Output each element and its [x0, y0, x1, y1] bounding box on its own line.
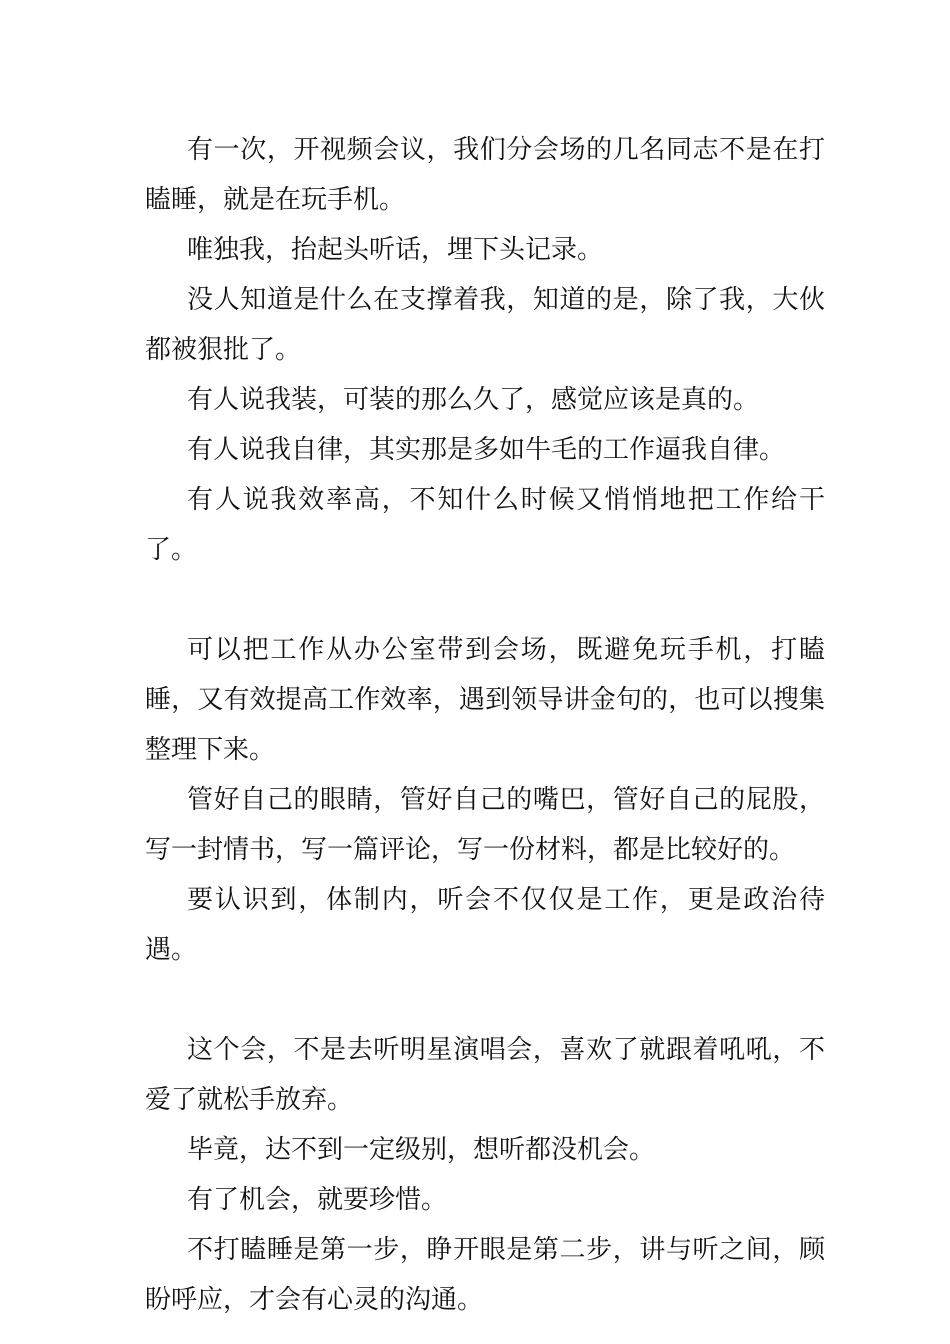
paragraph: 有了机会，就要珍惜。 — [187, 1185, 448, 1215]
paragraph: 要认识到，体制内，听会不仅仅是工作，更是政治待遇。 — [145, 885, 825, 965]
paragraph: 有人说我效率高，不知什么时候又悄悄地把工作给干了。 — [145, 485, 825, 565]
section-spacer — [145, 975, 825, 1025]
paragraph: 毕竟，达不到一定级别，想听都没机会。 — [187, 1135, 656, 1165]
paragraph: 唯独我，抬起头听话，埋下头记录。 — [187, 235, 604, 265]
section-spacer — [145, 575, 825, 625]
paragraph: 不打瞌睡是第一步，睁开眼是第二步，讲与听之间，顾盼呼应，才会有心灵的沟通。 — [145, 1235, 825, 1315]
paragraph: 可以把工作从办公室带到会场，既避免玩手机，打瞌睡，又有效提高工作效率，遇到领导讲金句的，也可以搜集整理下来。 — [145, 635, 825, 765]
paragraph: 有人说我装，可装的那么久了，感觉应该是真的。 — [187, 385, 760, 415]
paragraph: 这个会，不是去听明星演唱会，喜欢了就跟着吼吼，不爱了就松手放弃。 — [145, 1035, 825, 1115]
paragraph: 有人说我自律，其实那是多如牛毛的工作逼我自律。 — [187, 435, 786, 465]
paragraph: 没人知道是什么在支撑着我，知道的是，除了我，大伙都被狠批了。 — [145, 285, 825, 365]
document-body — [145, 125, 825, 1325]
paragraph: 管好自己的眼睛，管好自己的嘴巴，管好自己的屁股，写一封情书，写一篇评论，写一份材料，都是比较好的。 — [145, 785, 825, 865]
paragraph: 有一次，开视频会议，我们分会场的几名同志不是在打瞌睡，就是在玩手机。 — [145, 135, 825, 215]
